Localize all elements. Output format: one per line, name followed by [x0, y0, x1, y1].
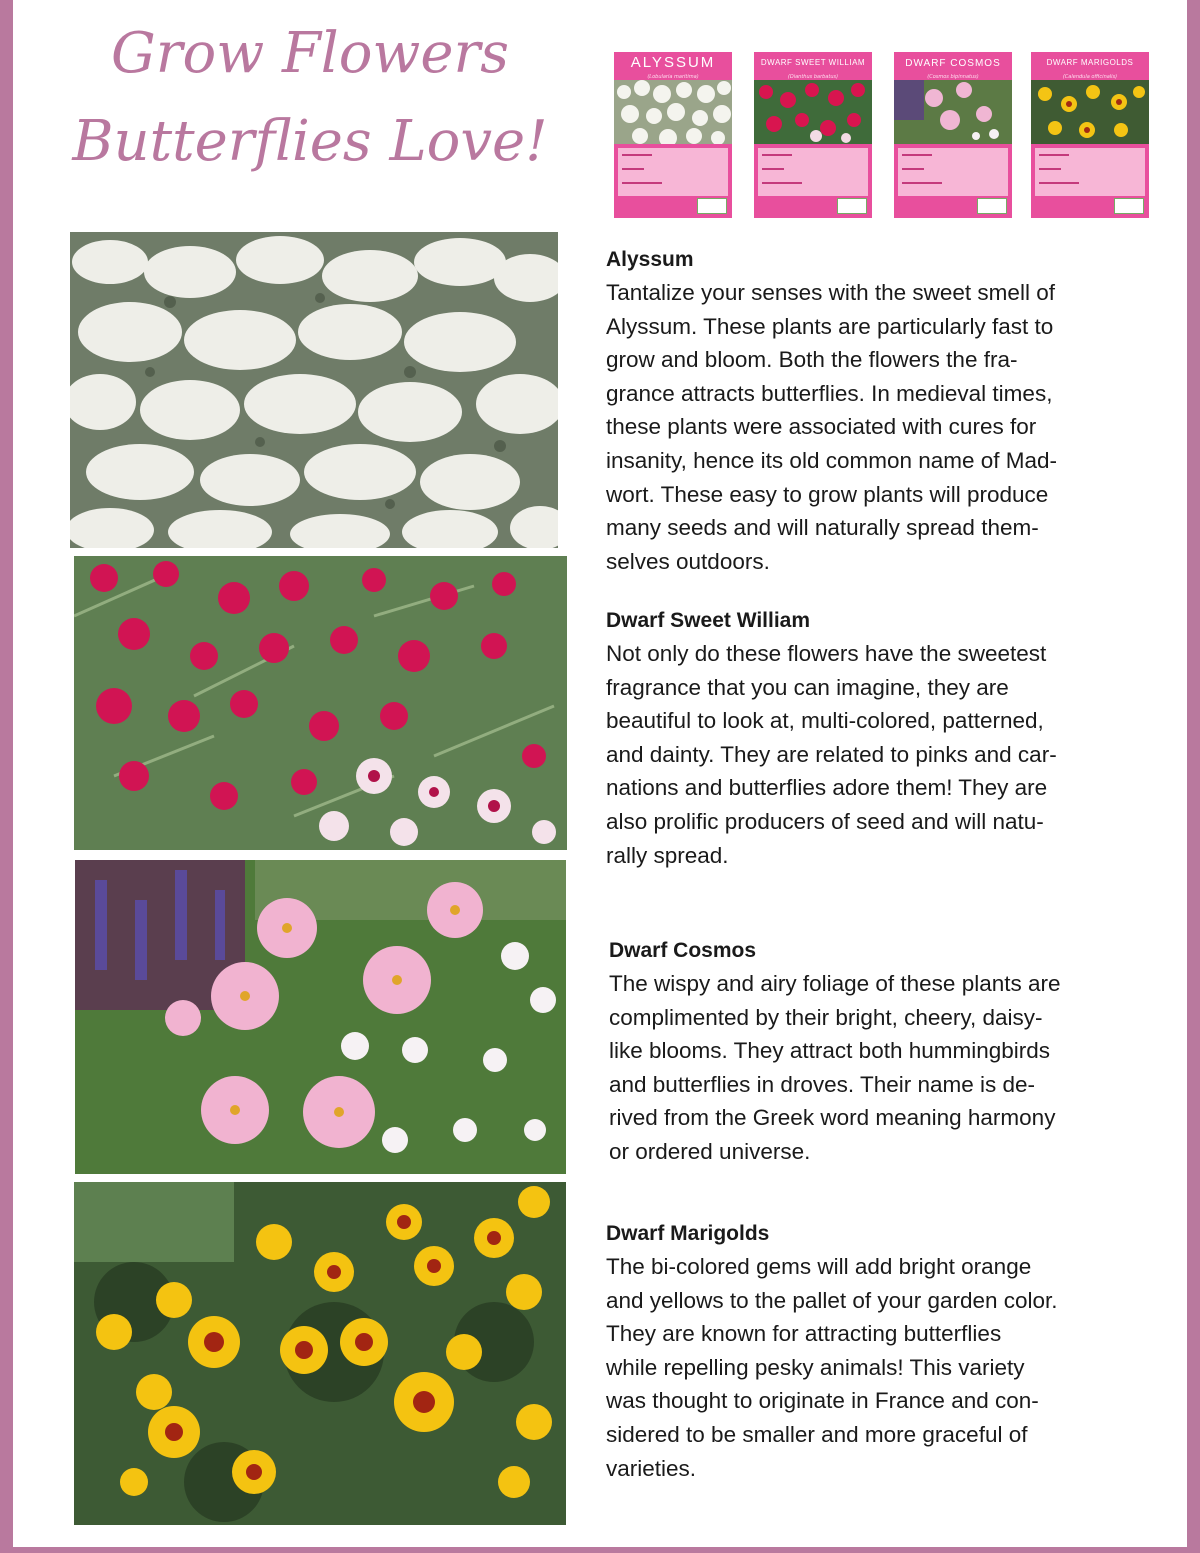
- packet-name: ALYSSUM: [630, 54, 716, 71]
- packet-info-panel: [898, 148, 1008, 196]
- photo-alyssum: [70, 232, 558, 548]
- section-heading: Dwarf Cosmos: [609, 939, 757, 962]
- seed-packet-alyssum: [614, 52, 732, 218]
- page-border-left: [0, 0, 13, 1553]
- seed-packet-cosmos: [894, 52, 1012, 218]
- section-heading: Dwarf Marigolds: [606, 1222, 770, 1245]
- section-body: The bi-colored gems will add bright orange and yellows to the pallet of your garden color. They are known for attracting butterflies while repelling pesky animals! This variety was thought to originate in France and con- sidered to be smaller and more graceful of varieties.: [606, 1254, 1058, 1481]
- packet-name: DWARF COSMOS: [905, 58, 1001, 69]
- section-dwarf-cosmos: [609, 937, 1169, 1169]
- page-border-bottom: [0, 1547, 1200, 1553]
- section-heading: Alyssum: [606, 248, 694, 271]
- packet-info-panel: [1035, 148, 1145, 196]
- section-alyssum: [606, 246, 1166, 578]
- packet-info-panel: [618, 148, 728, 196]
- brand-logo: [1114, 198, 1144, 214]
- packet-photo-alyssum: [614, 80, 732, 144]
- page-border-right: [1187, 0, 1200, 1553]
- seed-packet-sweet-william: [754, 52, 872, 218]
- brand-logo: [697, 198, 727, 214]
- seed-packet-marigolds: [1031, 52, 1149, 218]
- packet-name: DWARF SWEET WILLIAM: [760, 58, 866, 67]
- packet-photo-cosmos: [894, 80, 1012, 144]
- section-body: Tantalize your senses with the sweet smell of Alyssum. These plants are particularly fast to grow and bloom. Both the flowers the fra- grance attracts butterflies. In medieval times, these plants were associated with cures for insanity, hence its old common name of Mad- wort. These easy to grow plants will produce many seeds and will naturally spread them- selves outdoors.: [606, 280, 1058, 574]
- packet-latin-name: (Dianthus barbatus): [787, 74, 839, 80]
- section-heading: Dwarf Sweet William: [606, 609, 811, 632]
- photo-dwarf-cosmos: [75, 860, 566, 1174]
- packet-latin-name: (Cosmos bipinnatus): [927, 74, 979, 80]
- section-body: The wispy and airy foliage of these plants are complimented by their bright, cheery, daisy- like blooms. They attract both hummingbirds and butterflies in droves. Their name is de- rived from the Greek word meaning harmony or ordered universe.: [609, 971, 1061, 1164]
- packet-info-panel: [758, 148, 868, 196]
- title-line-1: Grow Flowers: [110, 21, 509, 86]
- photo-dwarf-marigolds: [74, 1182, 566, 1525]
- photo-dwarf-sweet-william: [74, 556, 567, 850]
- section-body: Not only do these flowers have the sweetest fragrance that you can imagine, they are beautiful to look at, multi-colored, patterned, and dainty. They are related to pinks and car- nations and butterflies adore them! They are also prolific producers of seed and will natu- rally spread.: [606, 641, 1057, 868]
- packet-photo-marigolds: [1031, 80, 1149, 144]
- packet-latin-name: (Calendula officinalis): [1062, 74, 1118, 80]
- packet-latin-name: (Lobularia maritima): [647, 74, 699, 80]
- page-title: [50, 10, 570, 186]
- packet-name: DWARF MARIGOLDS: [1046, 58, 1134, 67]
- title-line-2: Butterflies Love!: [72, 109, 548, 174]
- packet-photo-sweet-william: [754, 80, 872, 144]
- brand-logo: [837, 198, 867, 214]
- brand-logo: [977, 198, 1007, 214]
- section-dwarf-sweet-william: [606, 607, 1166, 872]
- section-dwarf-marigolds: [606, 1220, 1166, 1485]
